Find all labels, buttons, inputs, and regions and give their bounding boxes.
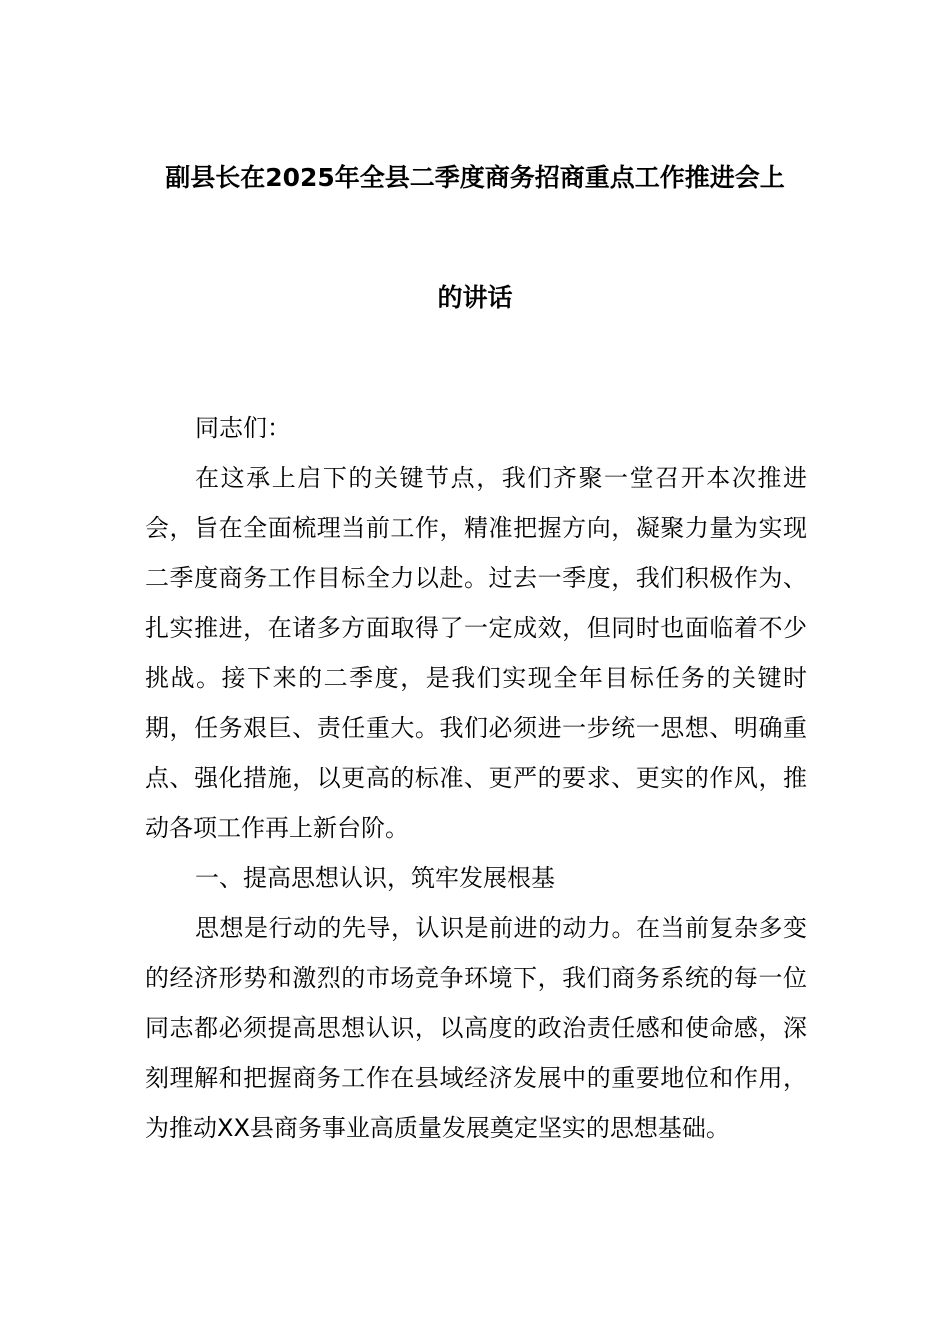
salutation: 同志们： [195,414,291,442]
paragraph-section-1: 思想是行动的先导，认识是前进的动力。在当前复杂多变的经济形势和激烈的市场竞争环境下，我们商务系统的每一位同志都必须提高思想认识，以高度的政治责任感和使命感，深刻理解和把握商务工作在县域经济发展中的重要地位和作用，为推动XX县商务事业高质量发展奠定坚实的思想基础。 [145,914,807,1142]
document-body [145,403,807,1153]
document-title-line-1: 副县长在2025年全县二季度商务招商重点工作推进会上 [165,163,785,192]
document-title-line-2: 的讲话 [437,283,513,312]
paragraph-intro: 在这承上启下的关键节点，我们齐聚一堂召开本次推进会，旨在全面梳理当前工作，精准把握方向，凝聚力量为实现二季度商务工作目标全力以赴。过去一季度，我们积极作为、扎实推进，在诸多方面取得了一定成效，但同时也面临着不少挑战。接下来的二季度，是我们实现全年目标任务的关键时期，任务艰巨、责任重大。我们必须进一步统一思想、明确重点、强化措施，以更高的标准、更严的要求、更实的作风，推动各项工作再上新台阶。 [145,464,807,842]
section-heading-1: 一、提高思想认识，筑牢发展根基 [195,864,555,892]
